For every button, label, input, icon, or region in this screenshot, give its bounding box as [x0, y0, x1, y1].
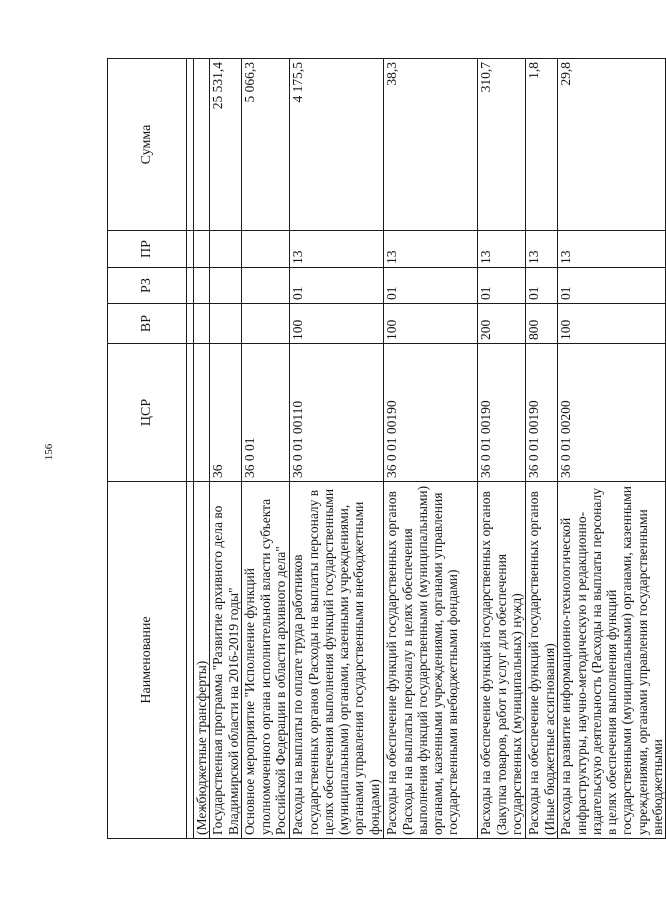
cell-sum: 4 175,5 — [290, 59, 384, 231]
cell-pr: 13 — [478, 231, 526, 268]
cell-pr — [210, 231, 242, 268]
cell-pr: 13 — [290, 231, 384, 268]
cell-pr — [194, 231, 210, 268]
cell-csr — [194, 344, 210, 482]
cell-rz: 01 — [290, 268, 384, 304]
table-row — [478, 59, 526, 839]
cell-name: Основное мероприятие "Исполнение функций уполномоченного органа исполнительной власти субъекта Российской Федерации в области архивного дела" — [242, 482, 290, 839]
cell-sum: 29,8 — [558, 59, 666, 231]
cell-csr: 36 0 01 00110 — [290, 344, 384, 482]
cell-sum — [194, 59, 210, 231]
column-header-name: Наименование — [108, 482, 187, 839]
budget-table-body — [108, 59, 666, 839]
column-header-vr: ВР — [108, 304, 187, 344]
cell-name: Расходы на обеспечение функций государственных органов (Закупка товаров, работ и услуг для обеспечения государственных (муниципальных) нужд) — [478, 482, 526, 839]
cell-vr: 800 — [526, 304, 558, 344]
table-row — [194, 59, 210, 839]
cell-rz — [242, 268, 290, 304]
cell-csr: 36 — [210, 344, 242, 482]
cell-vr — [242, 304, 290, 344]
page-number: 156 — [43, 443, 55, 461]
table-row — [384, 59, 478, 839]
budget-table — [107, 58, 666, 839]
cell-vr: 200 — [478, 304, 526, 344]
spacer-cell — [187, 304, 194, 344]
cell-rz — [194, 268, 210, 304]
cell-vr — [194, 304, 210, 344]
cell-vr: 100 — [290, 304, 384, 344]
cell-rz: 01 — [558, 268, 666, 304]
cell-name: Расходы на обеспечение функций государственных органов (Иные бюджетные ассигнования) — [526, 482, 558, 839]
cell-rz: 01 — [478, 268, 526, 304]
table-row — [526, 59, 558, 839]
spacer-cell — [187, 59, 194, 231]
cell-rz: 01 — [384, 268, 478, 304]
budget-table-sheet — [107, 59, 666, 839]
cell-name: Расходы на развитие информационно-технологической инфраструктуры, научно-методическую и редакционно-издательскую деятельность (Расходы на выплаты персоналу в целях обеспечения выполнения функций государственными (муниципальными) органами, казенными учреждениями, органами управления государственными внебюджетными — [558, 482, 666, 839]
table-spacer-row — [187, 59, 194, 839]
cell-sum: 1,8 — [526, 59, 558, 231]
cell-csr: 36 0 01 00190 — [478, 344, 526, 482]
spacer-cell — [187, 268, 194, 304]
cell-name: Государственная программа "Развитие архивного дела во Владимирской области на 2016-2019 годы" — [210, 482, 242, 839]
spacer-cell — [187, 231, 194, 268]
cell-name: Расходы на выплаты по оплате труда работников государственных органов (Расходы на выплаты персоналу в целях обеспечения выполнения функций государственными (муниципальными) органами, казенными учреждениями, органами управления государственными внебюджетными фондами) — [290, 482, 384, 839]
column-header-rz: РЗ — [108, 268, 187, 304]
column-header-csr: ЦСР — [108, 344, 187, 482]
cell-name: Расходы на обеспечение функций государственных органов (Расходы на выплаты персоналу в целях обеспечения выполнения функций государственными (муниципальными) органами, казенными учреждениями, органами управления государственными внебюджетными фондами) — [384, 482, 478, 839]
cell-rz — [210, 268, 242, 304]
column-header-pr: ПР — [108, 231, 187, 268]
cell-vr — [210, 304, 242, 344]
table-row — [242, 59, 290, 839]
cell-pr: 13 — [558, 231, 666, 268]
cell-rz: 01 — [526, 268, 558, 304]
cell-pr: 13 — [526, 231, 558, 268]
cell-sum: 310,7 — [478, 59, 526, 231]
cell-sum: 38,3 — [384, 59, 478, 231]
cell-vr: 100 — [384, 304, 478, 344]
table-row — [290, 59, 384, 839]
table-header-row — [108, 59, 187, 839]
spacer-cell — [187, 482, 194, 839]
cell-csr: 36 0 01 00200 — [558, 344, 666, 482]
table-row — [210, 59, 242, 839]
cell-pr — [242, 231, 290, 268]
cell-sum: 25 531,4 — [210, 59, 242, 231]
cell-vr: 100 — [558, 304, 666, 344]
cell-csr: 36 0 01 — [242, 344, 290, 482]
cell-csr: 36 0 01 00190 — [526, 344, 558, 482]
cell-csr: 36 0 01 00190 — [384, 344, 478, 482]
table-row — [558, 59, 666, 839]
cell-name: (Межбюджетные трансферты) — [194, 482, 210, 839]
spacer-cell — [187, 344, 194, 482]
cell-pr: 13 — [384, 231, 478, 268]
column-header-sum: Сумма — [108, 59, 187, 231]
cell-sum: 5 066,3 — [242, 59, 290, 231]
